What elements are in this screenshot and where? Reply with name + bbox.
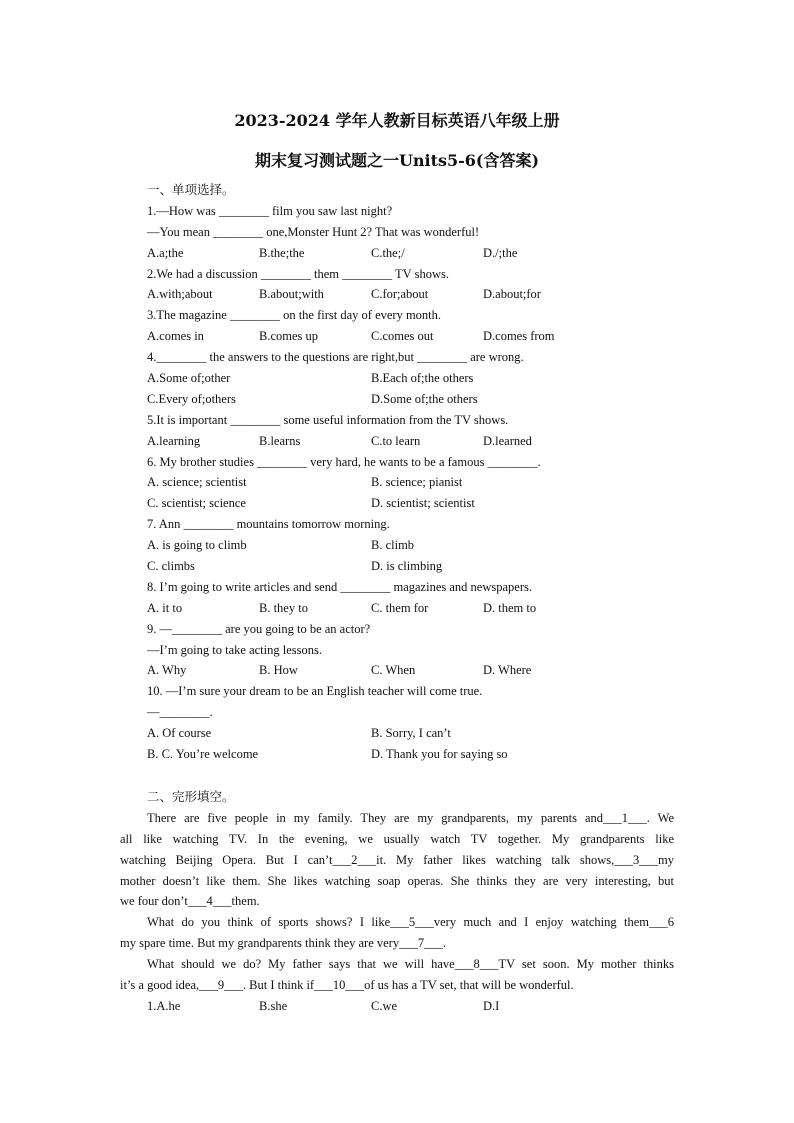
question-9-stem-reply: —I’m going to take acting lessons. xyxy=(147,642,322,657)
option-c: B. C. You’re welcome xyxy=(147,747,259,762)
question-1-stem-reply: —You mean ________ one,Monster Hunt 2? That was wonderful! xyxy=(147,224,480,239)
option-d: D.Some of;the others xyxy=(371,391,478,406)
option-b: B.about;with xyxy=(259,287,324,302)
cloze-line: watching Beijing Opera. But I can’t___2___it. My father likes watching talk shows,___3___my xyxy=(120,852,674,867)
option-b: B. they to xyxy=(259,600,308,615)
option-d: D. them to xyxy=(483,600,537,615)
option-a: A.a;the xyxy=(147,245,184,260)
question-5-stem: 5.It is important ________ some useful information from the TV shows. xyxy=(147,412,509,427)
option-c: C.the;/ xyxy=(371,245,405,260)
option-b: B. science; pianist xyxy=(371,475,463,490)
question-8-options xyxy=(147,598,674,619)
option-d: D. Thank you for saying so xyxy=(371,747,508,762)
question-2-stem: 2.We had a discussion ________ them ________ TV shows. xyxy=(147,266,449,281)
option-c: C. scientist; science xyxy=(147,496,246,511)
option-b: B.comes up xyxy=(259,329,319,344)
question-4-stem: 4.________ the answers to the questions are right,but ________ are wrong. xyxy=(147,350,524,365)
cloze-line: What should we do? My father says that we will have___8___TV set soon. My mother thinks xyxy=(147,957,674,972)
question-10-stem-reply: —________. xyxy=(147,705,213,720)
cloze-paragraph-3 xyxy=(120,954,674,996)
option-d: D.I xyxy=(483,998,500,1013)
option-a: A. it to xyxy=(147,600,183,615)
option-c: C.Every of;others xyxy=(147,391,236,406)
option-b: B. Sorry, I can’t xyxy=(371,726,451,741)
question-8-stem: 8. I’m going to write articles and send ________ magazines and newspapers. xyxy=(147,579,532,594)
cloze-line: all like watching TV. In the evening, we usually watch TV together. My grandparents like xyxy=(120,831,674,846)
option-b: B. How xyxy=(259,663,298,678)
cloze-line: What do you think of sports shows? I like___5___very much and I enjoy watching them___6 xyxy=(147,915,674,930)
document-title-line1: 2023-2024 学年人教新目标英语八年级上册 xyxy=(234,111,560,130)
question-9-stem: 9. —________ are you going to be an actor? xyxy=(147,621,371,636)
option-d: D.learned xyxy=(483,433,532,448)
cloze-paragraph-2 xyxy=(120,912,674,954)
cloze-line: it’s a good idea,___9___. But I think if___10___of us has a TV set, that will be wonderful. xyxy=(120,977,574,992)
question-9-options xyxy=(147,660,674,681)
option-b: B.the;the xyxy=(259,245,305,260)
option-a: A.Some of;other xyxy=(147,371,231,386)
option-a: A. is going to climb xyxy=(147,538,247,553)
section-heading-cloze: 二、完形填空。 xyxy=(147,788,235,804)
option-c: C. them for xyxy=(371,600,429,615)
option-d: D. is climbing xyxy=(371,559,443,574)
option-c: C. When xyxy=(371,663,416,678)
question-4-options-row1 xyxy=(147,368,674,389)
question-10-options-row2 xyxy=(147,744,674,765)
option-a: A. science; scientist xyxy=(147,475,247,490)
question-2-options xyxy=(147,284,674,305)
option-a: A.with;about xyxy=(147,287,213,302)
question-1-options xyxy=(147,243,674,264)
cloze-question-1-options xyxy=(147,996,674,1017)
option-a: A. Why xyxy=(147,663,187,678)
question-10-options-row1 xyxy=(147,723,674,744)
option-a: A.comes in xyxy=(147,329,204,344)
option-b: B.Each of;the others xyxy=(371,371,474,386)
question-10-stem: 10. —I’m sure your dream to be an English teacher will come true. xyxy=(147,684,483,699)
document-body xyxy=(120,180,674,1017)
question-3-stem: 3.The magazine ________ on the first day of every month. xyxy=(147,308,442,323)
cloze-line: we four don’t___4___them. xyxy=(120,894,260,909)
option-d: D./;the xyxy=(483,245,518,260)
question-6-options-row1 xyxy=(147,472,674,493)
option-c: C.we xyxy=(371,998,398,1013)
option-d: D. scientist; scientist xyxy=(371,496,475,511)
option-c: C.for;about xyxy=(371,287,429,302)
question-3-options xyxy=(147,326,674,347)
question-6-options-row2 xyxy=(147,493,674,514)
cloze-line: mother doesn’t like them. She likes watching soap operas. She thinks they are very interesting, but xyxy=(120,873,674,888)
option-c: C. climbs xyxy=(147,559,195,574)
question-4-options-row2 xyxy=(147,389,674,410)
option-c: C.to learn xyxy=(371,433,421,448)
option-c: C.comes out xyxy=(371,329,434,344)
cloze-paragraph-1 xyxy=(120,808,674,912)
option-d: D. Where xyxy=(483,663,532,678)
option-b: B. climb xyxy=(371,538,415,553)
question-7-options-row1 xyxy=(147,535,674,556)
option-a: 1.A.he xyxy=(147,998,181,1013)
option-d: D.comes from xyxy=(483,329,555,344)
question-5-options xyxy=(147,431,674,452)
question-1-stem: 1.—How was ________ film you saw last night? xyxy=(147,203,393,218)
cloze-line: There are five people in my family. They are my grandparents, my parents and___1___. We xyxy=(147,810,674,825)
question-6-stem: 6. My brother studies ________ very hard, he wants to be a famous ________. xyxy=(147,454,541,469)
option-d: D.about;for xyxy=(483,287,541,302)
option-b: B.learns xyxy=(259,433,301,448)
option-a: A.learning xyxy=(147,433,201,448)
question-7-stem: 7. Ann ________ mountains tomorrow morning. xyxy=(147,517,390,532)
document-title-line2: 期末复习测试题之一Units5-6(含答案) xyxy=(254,151,540,170)
cloze-line: my spare time. But my grandparents think they are very___7___. xyxy=(120,936,446,951)
question-7-options-row2 xyxy=(147,556,674,577)
option-b: B.she xyxy=(259,998,288,1013)
option-a: A. Of course xyxy=(147,726,212,741)
section-heading-single-choice: 一、单项选择。 xyxy=(147,182,235,197)
